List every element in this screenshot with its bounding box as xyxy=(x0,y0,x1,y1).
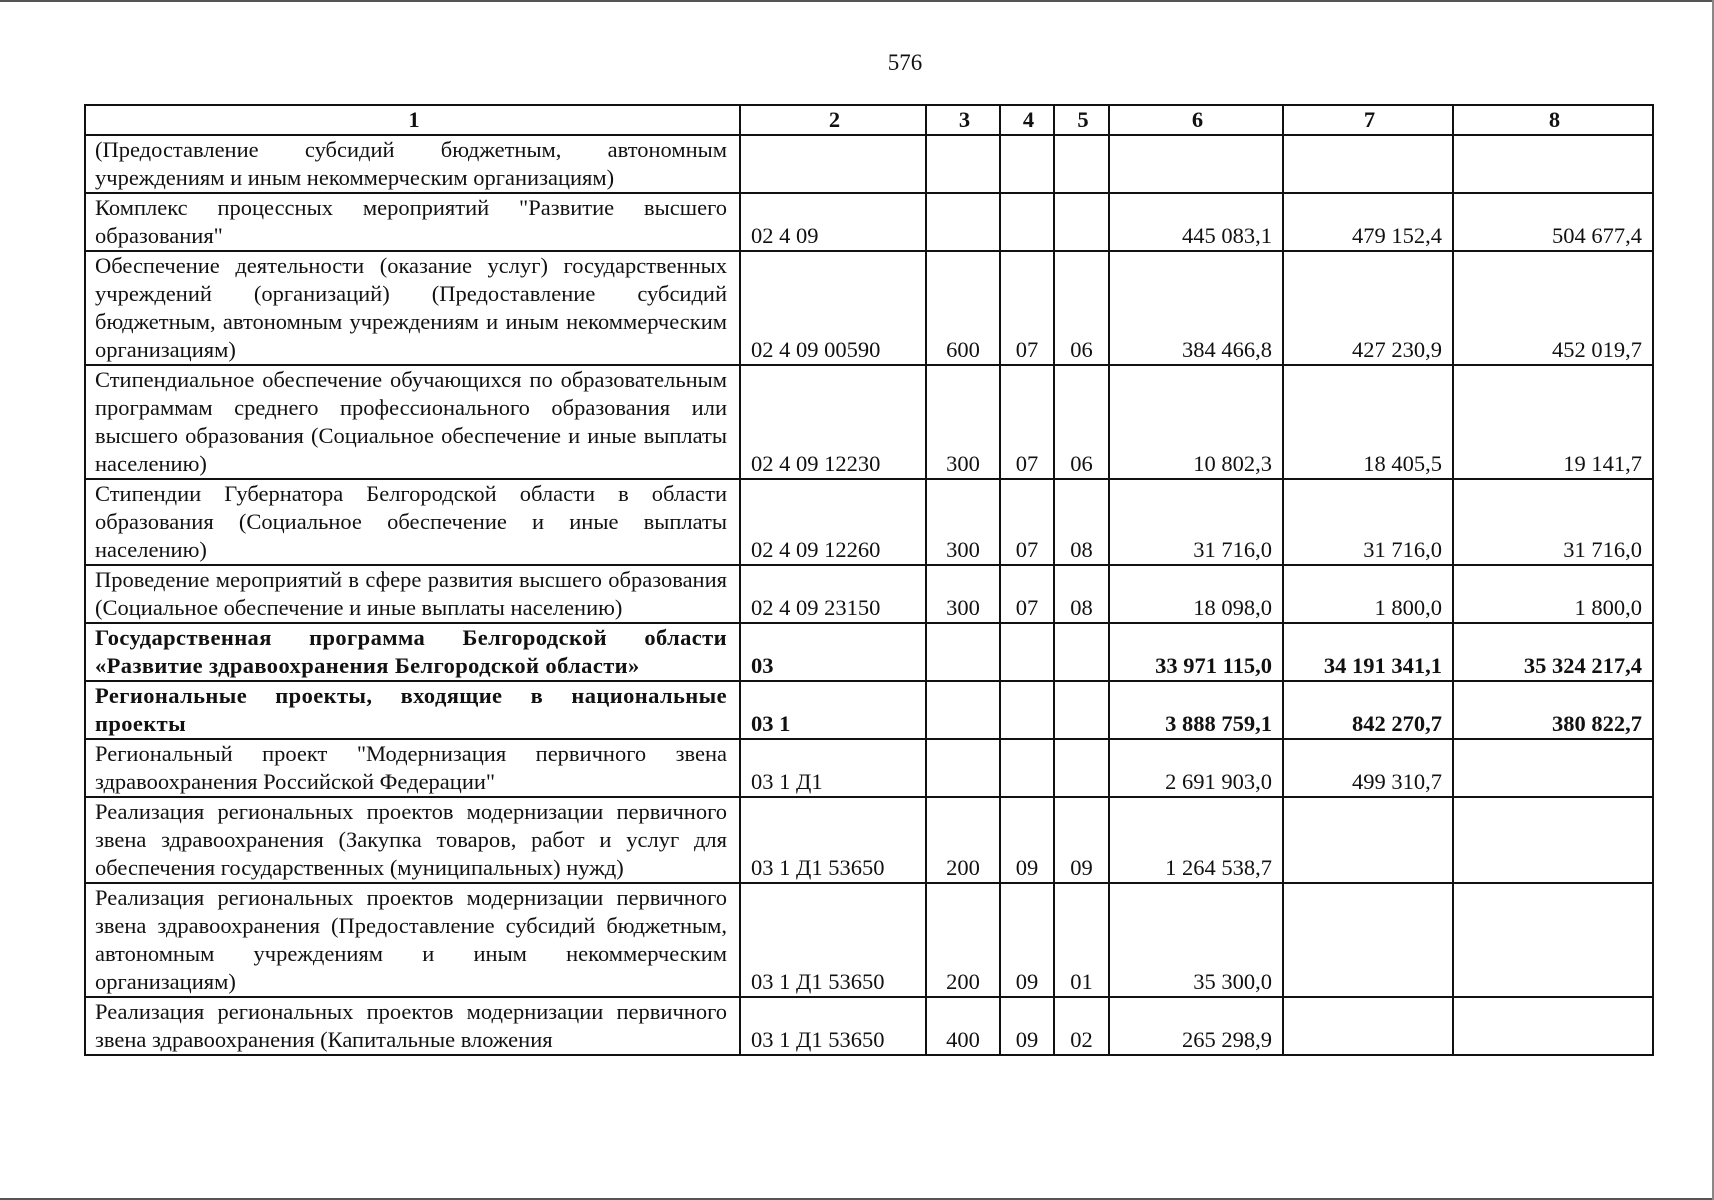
expense-type-cell: 600 xyxy=(926,251,1000,365)
subsection-cell: 08 xyxy=(1054,479,1109,565)
subsection-cell: 02 xyxy=(1054,997,1109,1055)
expense-type-cell xyxy=(926,623,1000,681)
section-cell xyxy=(1000,193,1054,251)
section-cell: 07 xyxy=(1000,251,1054,365)
column-header: 3 xyxy=(926,105,1000,135)
subsection-cell xyxy=(1054,681,1109,739)
amount-col8-cell xyxy=(1453,797,1653,883)
section-cell: 07 xyxy=(1000,365,1054,479)
section-cell: 07 xyxy=(1000,565,1054,623)
expense-type-cell: 400 xyxy=(926,997,1000,1055)
table-row xyxy=(85,365,1653,479)
amount-col8-cell: 1 800,0 xyxy=(1453,565,1653,623)
amount-col7-cell: 427 230,9 xyxy=(1283,251,1453,365)
code-cell xyxy=(740,135,926,193)
amount-col6-cell: 384 466,8 xyxy=(1109,251,1283,365)
amount-col6-cell: 2 691 903,0 xyxy=(1109,739,1283,797)
table-row xyxy=(85,797,1653,883)
code-cell: 03 1 Д1 xyxy=(740,739,926,797)
amount-col7-cell xyxy=(1283,797,1453,883)
subsection-cell xyxy=(1054,739,1109,797)
amount-col7-cell: 34 191 341,1 xyxy=(1283,623,1453,681)
expense-type-cell: 300 xyxy=(926,565,1000,623)
table-row xyxy=(85,251,1653,365)
page-number: 576 xyxy=(887,50,923,75)
subsection-cell: 06 xyxy=(1054,365,1109,479)
code-cell: 02 4 09 xyxy=(740,193,926,251)
item-name-cell: Стипендии Губернатора Белгородской области в области образования (Социальное обеспечение и иные выплаты населению) xyxy=(85,479,740,565)
amount-col6-cell: 10 802,3 xyxy=(1109,365,1283,479)
code-cell: 03 1 Д1 53650 xyxy=(740,883,926,997)
table-body xyxy=(85,135,1653,1055)
item-name-cell: Государственная программа Белгородской области «Развитие здравоохранения Белгородской области» xyxy=(85,623,740,681)
expense-type-cell: 300 xyxy=(926,479,1000,565)
amount-col7-cell xyxy=(1283,883,1453,997)
section-cell xyxy=(1000,681,1054,739)
amount-col6-cell: 1 264 538,7 xyxy=(1109,797,1283,883)
code-cell: 03 1 xyxy=(740,681,926,739)
amount-col8-cell xyxy=(1453,997,1653,1055)
table-row xyxy=(85,479,1653,565)
amount-col7-cell xyxy=(1283,135,1453,193)
expense-type-cell xyxy=(926,681,1000,739)
column-header: 4 xyxy=(1000,105,1054,135)
expense-type-cell xyxy=(926,135,1000,193)
column-header: 6 xyxy=(1109,105,1283,135)
amount-col6-cell: 33 971 115,0 xyxy=(1109,623,1283,681)
amount-col6-cell: 265 298,9 xyxy=(1109,997,1283,1055)
amount-col7-cell: 479 152,4 xyxy=(1283,193,1453,251)
code-cell: 03 1 Д1 53650 xyxy=(740,997,926,1055)
expense-type-cell: 300 xyxy=(926,365,1000,479)
amount-col8-cell xyxy=(1453,739,1653,797)
scan-border-top xyxy=(0,0,1714,2)
column-header: 7 xyxy=(1283,105,1453,135)
amount-col8-cell: 452 019,7 xyxy=(1453,251,1653,365)
code-cell: 02 4 09 23150 xyxy=(740,565,926,623)
code-cell: 02 4 09 12230 xyxy=(740,365,926,479)
item-name-cell: Проведение мероприятий в сфере развития высшего образования (Социальное обеспечение и иные выплаты населению) xyxy=(85,565,740,623)
amount-col8-cell: 380 822,7 xyxy=(1453,681,1653,739)
column-header: 2 xyxy=(740,105,926,135)
amount-col8-cell: 31 716,0 xyxy=(1453,479,1653,565)
subsection-cell: 08 xyxy=(1054,565,1109,623)
table-row xyxy=(85,739,1653,797)
amount-col6-cell: 35 300,0 xyxy=(1109,883,1283,997)
amount-col7-cell xyxy=(1283,997,1453,1055)
amount-col7-cell: 31 716,0 xyxy=(1283,479,1453,565)
amount-col7-cell: 842 270,7 xyxy=(1283,681,1453,739)
table-row xyxy=(85,565,1653,623)
code-cell: 02 4 09 00590 xyxy=(740,251,926,365)
subsection-cell xyxy=(1054,193,1109,251)
amount-col8-cell xyxy=(1453,135,1653,193)
column-header: 5 xyxy=(1054,105,1109,135)
column-header: 1 xyxy=(85,105,740,135)
code-cell: 03 xyxy=(740,623,926,681)
table-row xyxy=(85,997,1653,1055)
amount-col8-cell xyxy=(1453,883,1653,997)
amount-col6-cell: 31 716,0 xyxy=(1109,479,1283,565)
code-cell: 03 1 Д1 53650 xyxy=(740,797,926,883)
table-row xyxy=(85,623,1653,681)
budget-table xyxy=(84,104,1654,1056)
column-header: 8 xyxy=(1453,105,1653,135)
item-name-cell: Комплекс процессных мероприятий "Развитие высшего образования" xyxy=(85,193,740,251)
expense-type-cell: 200 xyxy=(926,883,1000,997)
expense-type-cell xyxy=(926,739,1000,797)
header-row xyxy=(85,105,1653,135)
subsection-cell xyxy=(1054,623,1109,681)
amount-col6-cell: 3 888 759,1 xyxy=(1109,681,1283,739)
item-name-cell: Региональный проект "Модернизация первичного звена здравоохранения Российской Федерации" xyxy=(85,739,740,797)
subsection-cell: 06 xyxy=(1054,251,1109,365)
item-name-cell: Обеспечение деятельности (оказание услуг) государственных учреждений (организаций) (Предоставление субсидий бюджетным, автономным учреждениям и иным некоммерческим организациям) xyxy=(85,251,740,365)
expense-type-cell: 200 xyxy=(926,797,1000,883)
subsection-cell xyxy=(1054,135,1109,193)
amount-col7-cell: 499 310,7 xyxy=(1283,739,1453,797)
section-cell: 07 xyxy=(1000,479,1054,565)
expense-type-cell xyxy=(926,193,1000,251)
amount-col6-cell: 18 098,0 xyxy=(1109,565,1283,623)
item-name-cell: Стипендиальное обеспечение обучающихся по образовательным программам среднего профессионального образования или высшего образования (Социальное обеспечение и иные выплаты населению) xyxy=(85,365,740,479)
section-cell: 09 xyxy=(1000,997,1054,1055)
item-name-cell: Реализация региональных проектов модернизации первичного звена здравоохранения (Закупка товаров, работ и услуг для обеспечения государственных (муниципальных) нужд) xyxy=(85,797,740,883)
amount-col8-cell: 35 324 217,4 xyxy=(1453,623,1653,681)
amount-col8-cell: 19 141,7 xyxy=(1453,365,1653,479)
item-name-cell: Реализация региональных проектов модернизации первичного звена здравоохранения (Предоставление субсидий бюджетным, автономным учреждениям и иным некоммерческим организациям) xyxy=(85,883,740,997)
amount-col6-cell xyxy=(1109,135,1283,193)
section-cell xyxy=(1000,623,1054,681)
subsection-cell: 09 xyxy=(1054,797,1109,883)
table-row xyxy=(85,681,1653,739)
code-cell: 02 4 09 12260 xyxy=(740,479,926,565)
table-row xyxy=(85,135,1653,193)
amount-col8-cell: 504 677,4 xyxy=(1453,193,1653,251)
section-cell: 09 xyxy=(1000,797,1054,883)
table-row xyxy=(85,193,1653,251)
amount-col7-cell: 18 405,5 xyxy=(1283,365,1453,479)
amount-col7-cell: 1 800,0 xyxy=(1283,565,1453,623)
section-cell xyxy=(1000,739,1054,797)
table-row xyxy=(85,883,1653,997)
item-name-cell: Региональные проекты, входящие в национальные проекты xyxy=(85,681,740,739)
section-cell: 09 xyxy=(1000,883,1054,997)
item-name-cell: Реализация региональных проектов модернизации первичного звена здравоохранения (Капитальные вложения xyxy=(85,997,740,1055)
subsection-cell: 01 xyxy=(1054,883,1109,997)
item-name-cell: (Предоставление субсидий бюджетным, автономным учреждениям и иным некоммерческим организациям) xyxy=(85,135,740,193)
amount-col6-cell: 445 083,1 xyxy=(1109,193,1283,251)
section-cell xyxy=(1000,135,1054,193)
